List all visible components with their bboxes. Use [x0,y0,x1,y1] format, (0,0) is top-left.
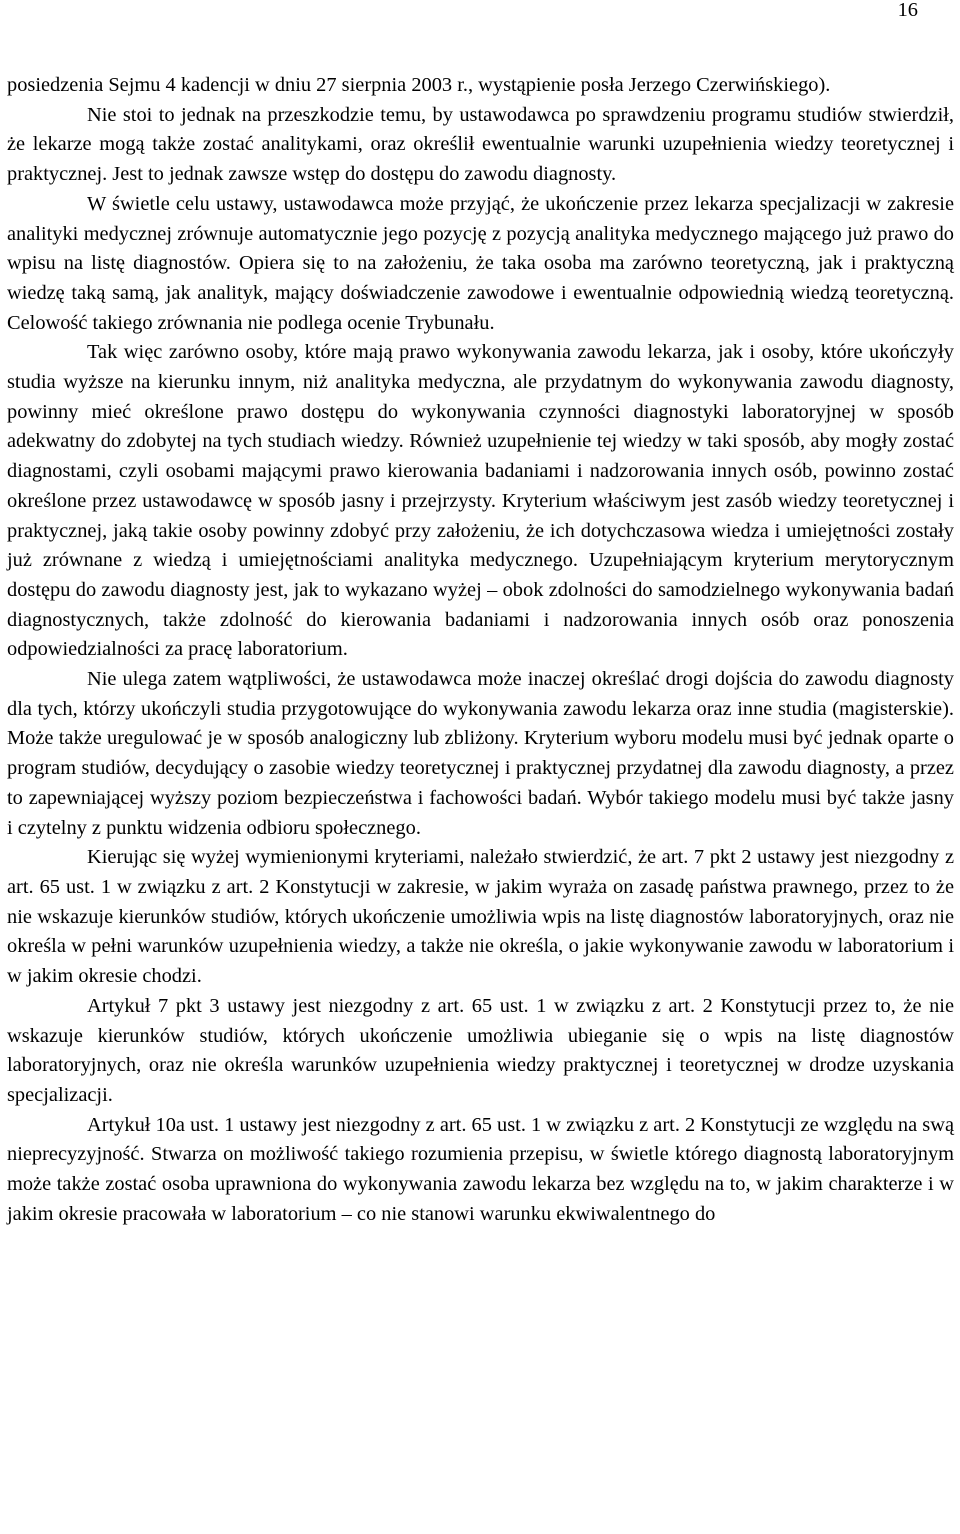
paragraph-5: Kierując się wyżej wymienionymi kryteriami, należało stwierdzić, że art. 7 pkt 2 ustawy jest niezgodny z art. 65 ust. 1 w związku z art. 2 Konstytucji w zakresie, w jakim wyraża on zasadę państwa prawnego, przez to że nie wskazuje kierunków studiów, których ukończenie umożliwia wpis na listę diagnostów laboratoryjnych, oraz nie określa w pełni warunków uzupełnienia wiedzy, a także nie określa, o jakie wykonywanie zawodu w laboratorium i w jakim okresie chodzi. [7,846,954,988]
paragraph-continuation: posiedzenia Sejmu 4 kadencji w dniu 27 sierpnia 2003 r., wystąpienie posła Jerzego Czerwińskiego). [7,74,831,96]
document-body [7,71,954,1229]
paragraph-1: Nie stoi to jednak na przeszkodzie temu, by ustawodawca po sprawdzeniu programu studiów stwierdził, że lekarze mogą także zostać analitykami, oraz określił ewentualnie warunki uzupełnienia wiedzy teoretycznej i praktycznej. Jest to jednak zawsze wstęp do dostępu do zawodu diagnosty. [7,103,954,186]
paragraph-4: Nie ulega zatem wątpliwości, że ustawodawca może inaczej określać drogi dojścia do zawodu diagnosty dla tych, którzy ukończyli studia przygotowujące do wykonywania zawodu lekarza oraz inne studia (magisterskie). Może także uregulować je w sposób analogiczny lub zbliżony. Kryterium wyboru modelu musi być jednak oparte o program studiów, decydujący o zasobie wiedzy teoretycznej i praktycznej przydatnej dla zawodu diagnosty, a przez to zapewniającej wyższy poziom bezpieczeństwa i fachowości badań. Wybór takiego modelu musi być także jasny i czytelny z punktu widzenia odbioru społecznego. [7,668,954,839]
paragraph-6: Artykuł 7 pkt 3 ustawy jest niezgodny z art. 65 ust. 1 w związku z art. 2 Konstytucji przez to, że nie wskazuje kierunków studiów, których ukończenie umożliwia ubieganie się o wpis na listę diagnostów laboratoryjnych, oraz nie określa warunków uzupełnienia wiedzy praktycznej i teoretycznej w drodze uzyskania specjalizacji. [7,994,954,1106]
paragraph-3: Tak więc zarówno osoby, które mają prawo wykonywania zawodu lekarza, jak i osoby, które ukończyły studia wyższe na kierunku innym, niż analityka medyczna, ale przydatnym do wykonywania zawodu diagnosty, powinny mieć określone prawo dostępu do wykonywania czynności diagnostyki laboratoryjnej w sposób adekwatny do zdobytej na tych studiach wiedzy. Również uzupełnienie tej wiedzy w taki sposób, aby mogły zostać diagnostami, czyli osobami mającymi prawo kierowania badaniami i nadzorowania innych osób, powinno zostać określone przez ustawodawcę w sposób jasny i przejrzysty. Kryterium właściwym jest zasób wiedzy teoretycznej i praktycznej, jaką takie osoby powinny zdobyć przy założeniu, że ich dotychczasowa wiedza i umiejętności zostały już zrównane z wiedzą i umiejętnościami analityka medycznego. Uzupełniającym kryterium merytorycznym dostępu do zawodu diagnosty jest, jak to wykazano wyżej – obok zdolności do samodzielnego wykonywania badań diagnostycznych, także zdolność do kierowania badaniami i nadzorowania innych osób oraz ponoszenia odpowiedzialności za pracę laboratorium. [7,341,954,661]
paragraph-2: W świetle celu ustawy, ustawodawca może przyjąć, że ukończenie przez lekarza specjalizacji w zakresie analityki medycznej zrównuje automatycznie jego pozycję z pozycją analityka medycznego mającego już prawo do wpisu na listę diagnostów. Opiera się to na założeniu, że taka osoba ma zarówno teoretyczną, jak i praktyczną wiedzę taką samą, jak analityk, mający doświadczenie zawodowe i ewentualnie odpowiednią wiedzą teoretyczną. Celowość takiego zrównania nie podlega ocenie Trybunału. [7,192,954,334]
page-number: 16 [897,0,918,21]
paragraph-7: Artykuł 10a ust. 1 ustawy jest niezgodny z art. 65 ust. 1 w związku z art. 2 Konstytucji ze względu na swą nieprecyzyjność. Stwarza on możliwość takiego rozumienia przepisu, w świetle którego diagnostą laboratoryjnym może także zostać osoba uprawniona do wykonywania zawodu lekarza bez względu na to, w jakim charakterze i w jakim okresie pracowała w laboratorium – co nie stanowi warunku ekwiwalentnego do [7,1113,954,1225]
